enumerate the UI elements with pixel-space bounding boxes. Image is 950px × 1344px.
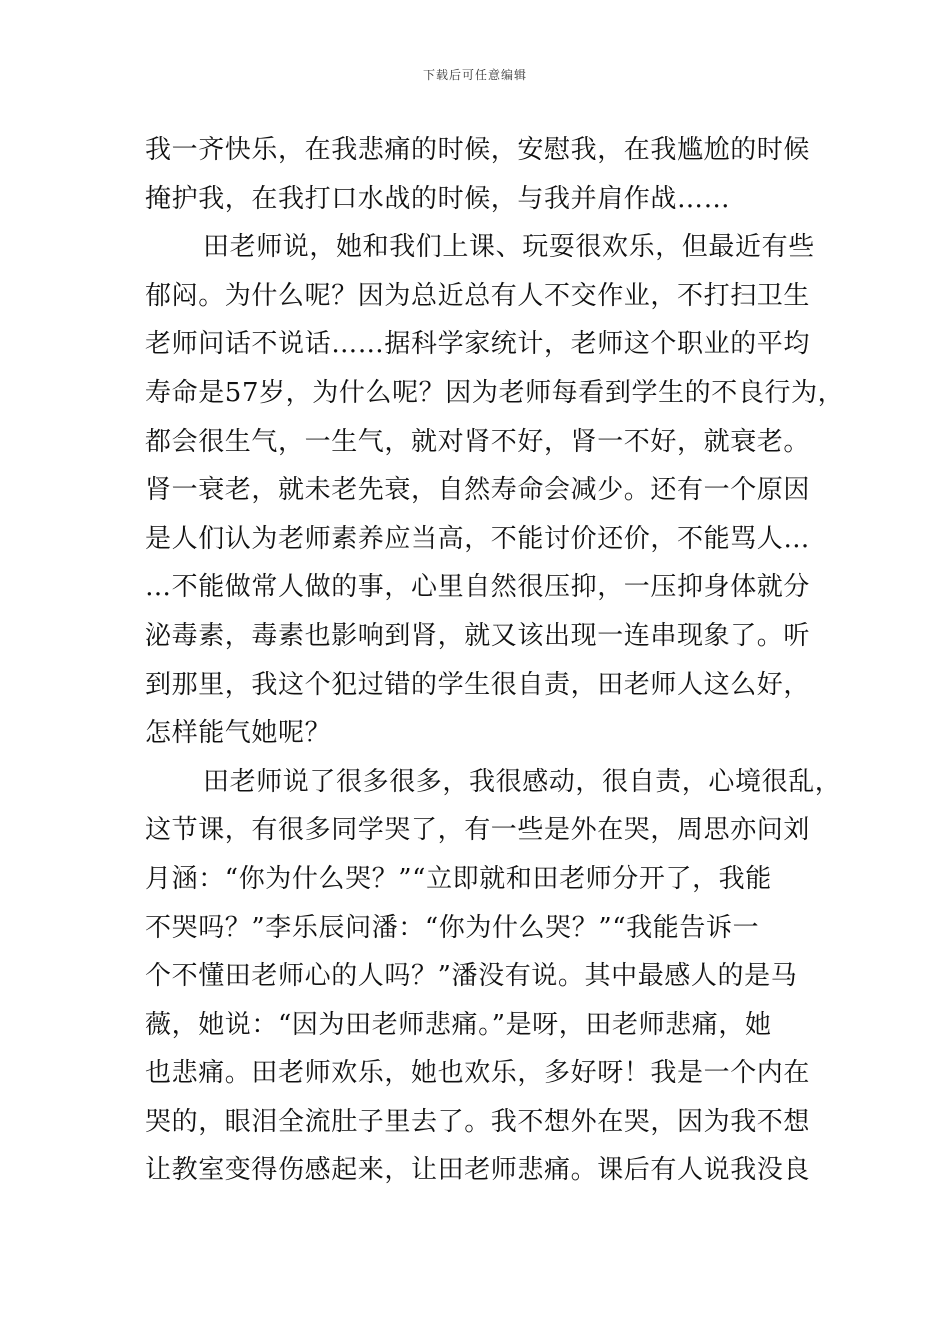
header-note: 下载后可任意编辑 [422,68,527,82]
text-line: 郁闷。为什么呢？因为总近总有人不交作业，不打扫卫生 [145,280,811,311]
text-line: 也悲痛。田老师欢乐，她也欢乐，多好呀！我是一个内在 [145,1058,811,1089]
text-line: 薇，她说：“因为田老师悲痛。”是呀，田老师悲痛，她 [145,1009,772,1040]
text-line: …不能做常人做的事，心里自然很压抑，一压抑身体就分 [145,572,811,603]
paragraph-continuation [145,126,825,223]
text-line: 掩护我，在我打口水战的时候，与我并肩作战…… [145,183,731,214]
paragraph-crying [145,758,842,1195]
text-line: 寿命是57岁，为什么呢？因为老师每看到学生的不良行为， [145,377,845,408]
text-line: 老师问话不说话……据科学家统计，老师这个职业的平均 [145,329,811,360]
text-line: 让教室变得伤感起来，让田老师悲痛。课后有人说我没良 [145,1155,811,1186]
text-line: 是人们认为老师素养应当高，不能讨价还价，不能骂人… [145,523,811,554]
body-text [145,126,845,1195]
text-line: 我一齐快乐，在我悲痛的时候，安慰我，在我尴尬的时候 [145,135,811,165]
text-line: 田老师说了很多很多，我很感动，很自责，心境很乱， [203,766,842,797]
text-line: 泌毒素，毒素也影响到肾，就又该出现一连串现象了。听 [145,620,811,651]
paragraph-teacher-said [145,223,845,758]
text-line: 肾一衰老，就未老先衰，自然寿命会减少。还有一个原因 [145,475,811,506]
text-line: 都会很生气，一生气，就对肾不好，肾一不好，就衰老。 [145,426,811,457]
text-line: 月涵：“你为什么哭？”“立即就和田老师分开了，我能 [145,863,772,894]
text-line: 到那里，我这个犯过错的学生很自责，田老师人这么好， [145,669,811,700]
text-line: 哭的，眼泪全流肚子里去了。我不想外在哭，因为我不想 [145,1106,811,1137]
text-line: 个不懂田老师心的人吗？”潘没有说。其中最感人的是马 [145,961,798,992]
text-line: 这节课，有很多同学哭了，有一些是外在哭，周思亦问刘 [145,815,811,846]
text-line: 田老师说，她和我们上课、玩耍很欢乐，但最近有些 [203,232,815,263]
text-line: 怎样能气她呢？ [145,718,332,749]
text-line: 不哭吗？”李乐辰问潘：“你为什么哭？”“我能告诉一 [145,912,760,943]
